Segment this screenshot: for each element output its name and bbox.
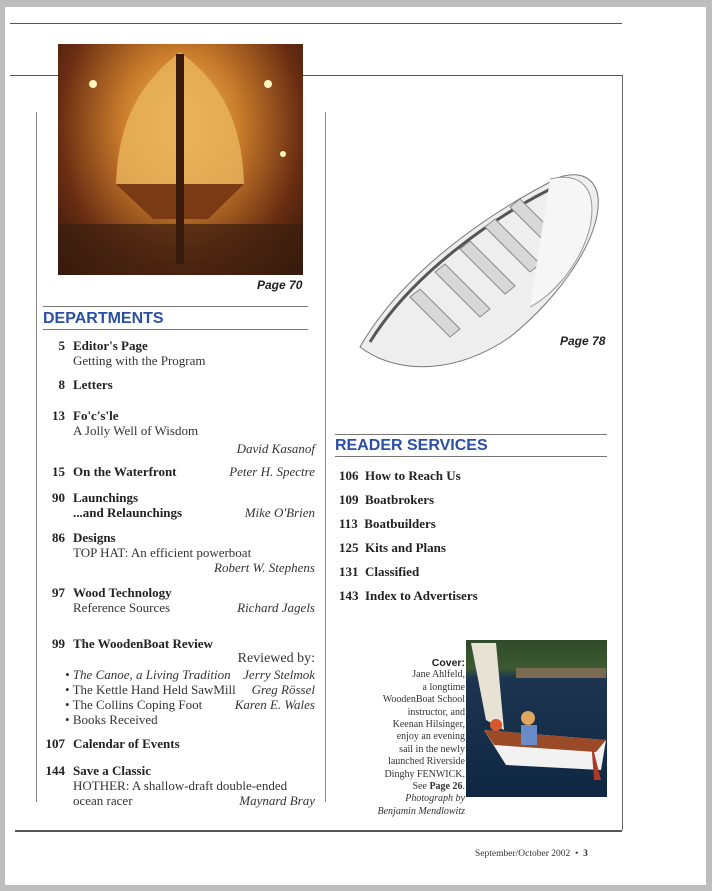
reviewed-by-label: Reviewed by: — [237, 651, 315, 666]
review-title: The Canoe, a Living Tradition — [72, 667, 231, 682]
entry-title: The WoodenBoat Review — [73, 636, 213, 651]
entry-title-line2: ...and Relaunchings — [73, 505, 183, 520]
page-number: 109 — [339, 492, 359, 507]
review-item: • The Kettle Hand Held SawMill — [65, 682, 236, 697]
caption-line: WoodenBoat School — [382, 694, 465, 706]
page-number: 8 — [58, 377, 65, 392]
entry-author: Robert W. Stephens — [214, 560, 315, 575]
review-title: The Kettle Hand Held SawMill — [72, 682, 236, 697]
boat-frame-drawing — [340, 157, 610, 407]
page-number: 90 — [52, 490, 65, 505]
page-number: 131 — [339, 564, 359, 579]
reader-entry[interactable] — [339, 468, 461, 484]
entry-title: On the Waterfront — [73, 464, 177, 479]
entry-subtitle: Reference Sources — [73, 600, 171, 615]
review-title: The Collins Coping Foot — [72, 697, 203, 712]
review-item: • The Collins Coping Foot — [65, 697, 203, 712]
page-number: 86 — [52, 530, 65, 545]
review-item: • Books Received — [65, 712, 158, 727]
see-text: See — [412, 781, 430, 793]
reader-entry[interactable] — [339, 540, 446, 556]
reader-entry[interactable] — [339, 492, 434, 508]
caption-line: Jane Ahlfeld, — [412, 669, 465, 681]
departments-list — [35, 338, 318, 808]
reader-entry[interactable] — [339, 516, 436, 532]
review-author: Greg Rössel — [251, 682, 315, 697]
entry-title: Designs — [73, 530, 116, 545]
caption-line — [349, 781, 465, 793]
entry-title: Letters — [73, 377, 113, 392]
departments-heading: DEPARTMENTS — [43, 310, 164, 327]
drawing-caption-page-78: Page 78 — [560, 334, 606, 348]
entry-subtitle-line2: ocean racer — [73, 793, 133, 808]
rule — [335, 456, 607, 457]
page-number: 143 — [339, 588, 359, 603]
review-author: Jerry Stelmok — [243, 667, 315, 682]
rule — [43, 306, 308, 307]
caption-line: Keenan Hilsinger, — [392, 719, 465, 731]
frame-right-rule — [622, 75, 623, 830]
magazine-page — [5, 7, 706, 885]
entry-title: Calendar of Events — [73, 736, 180, 751]
page-number: 97 — [52, 585, 65, 600]
entry-title: Classified — [365, 564, 420, 579]
page-number: 15 — [52, 464, 65, 479]
photographer: Benjamin Mendlowitz — [377, 805, 465, 817]
entry-title: Launchings — [73, 490, 139, 505]
caption-line: a longtime — [422, 681, 465, 693]
entry-author: Maynard Bray — [239, 793, 315, 808]
cover-caption — [349, 657, 465, 818]
sailing-dinghy-image — [466, 640, 607, 797]
page-number: 125 — [339, 540, 359, 555]
rule — [43, 329, 308, 330]
entry-subtitle: A Jolly Well of Wisdom — [73, 423, 199, 438]
review-item: • The Canoe, a Living Tradition — [65, 667, 231, 682]
page-number: 3 — [583, 849, 588, 859]
page-number: 144 — [45, 763, 65, 778]
boat-hull-image — [58, 44, 303, 275]
top-rule — [10, 23, 622, 24]
reader-services-list — [339, 468, 599, 618]
cover-label: Cover: — [431, 657, 465, 669]
caption-line: instructor, and — [407, 706, 465, 718]
entry-title: How to Reach Us — [365, 468, 461, 483]
photo-credit: Photograph by — [405, 793, 465, 805]
entry-subtitle: Getting with the Program — [73, 353, 206, 368]
see-end: . — [462, 781, 465, 793]
reader-entry[interactable] — [339, 564, 419, 580]
cover-photo — [466, 640, 607, 797]
rule — [335, 434, 607, 435]
entry-title: Boatbrokers — [365, 492, 435, 507]
entry-author: Richard Jagels — [237, 600, 315, 615]
entry-author: Mike O'Brien — [244, 505, 315, 520]
entry-title: Wood Technology — [73, 585, 172, 600]
boat-shed-photo — [58, 44, 303, 275]
entry-title: Save a Classic — [73, 763, 151, 778]
page-number: 113 — [339, 516, 358, 531]
bottom-rule — [15, 830, 622, 832]
entry-title: Index to Advertisers — [365, 588, 478, 603]
review-title: Books Received — [72, 712, 158, 727]
entry-title: Fo'c's'le — [73, 408, 119, 423]
caption-line: launched Riverside — [388, 756, 465, 768]
footer-bullet: • — [575, 849, 579, 859]
photo-caption-page-70: Page 70 — [257, 278, 303, 292]
caption-line: Dinghy FENWICK. — [384, 768, 465, 780]
entry-subtitle: TOP HAT: An efficient powerboat — [73, 545, 252, 560]
page-number: 5 — [58, 338, 65, 353]
page-number: 99 — [52, 636, 65, 651]
see-page-link[interactable]: Page 26 — [429, 781, 463, 793]
reader-entry[interactable] — [339, 588, 478, 604]
column-rule — [325, 112, 326, 802]
review-author: Karen E. Wales — [234, 697, 315, 712]
entry-title: Editor's Page — [73, 338, 148, 353]
page-number: 106 — [339, 468, 359, 483]
page-number: 107 — [45, 736, 65, 751]
entry-title: Boatbuilders — [364, 516, 436, 531]
reader-services-heading: READER SERVICES — [335, 437, 488, 454]
entry-author: Peter H. Spectre — [229, 464, 315, 479]
issue-date: September/October 2002 — [475, 849, 571, 859]
entry-title: Kits and Plans — [365, 540, 446, 555]
caption-line: enjoy an evening — [396, 731, 465, 743]
page-footer — [475, 849, 588, 859]
entry-author: David Kasanof — [236, 441, 315, 456]
entry-subtitle: HOTHER: A shallow-draft double-ended — [73, 778, 288, 793]
page-number: 13 — [52, 408, 65, 423]
caption-line: sail in the newly — [399, 743, 465, 755]
